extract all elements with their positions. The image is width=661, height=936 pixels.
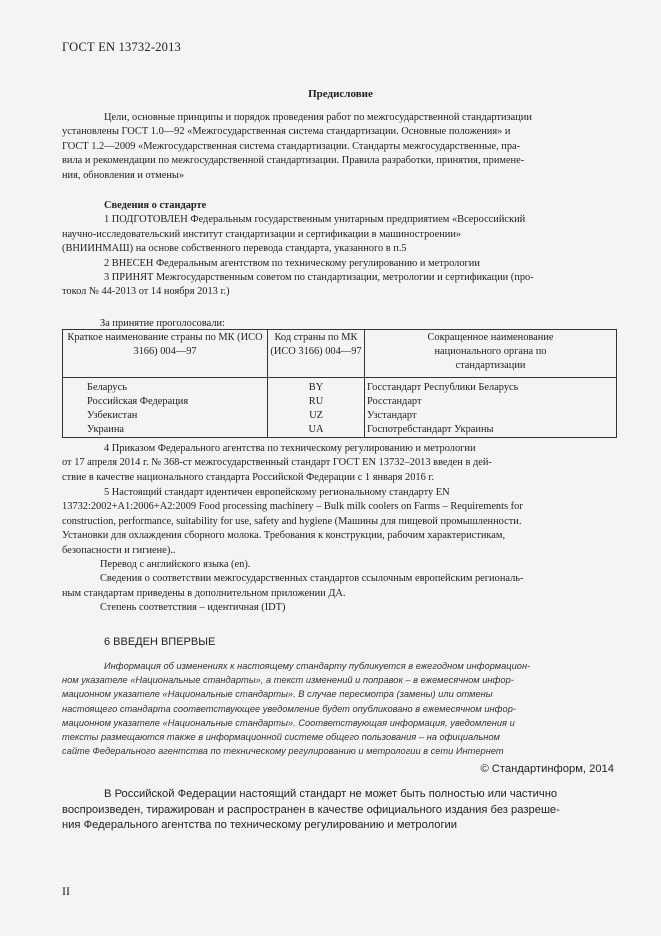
info-line: мационном указателе «Национальные стандарты». Соответствующая информация, уведомления и [62,717,515,728]
code-cell: BY [268,377,365,395]
intro-paragraph [62,111,614,183]
document-code: ГОСТ EN 13732-2013 [62,40,181,54]
table-row [63,409,617,423]
references-note: Сведения о соответствии межгосударственных стандартов ссылочным европейским региональ- [100,573,524,585]
item-4-line: ствие в качестве национального стандарта Российской Федерации с 1 января 2016 г. [62,471,435,483]
code-cell: UA [268,423,365,438]
rf-notice-line: воспроизведен, тиражирован и распространен в качестве официального издания без разреше- [62,803,560,816]
rf-notice [62,787,617,834]
about-item-3: 3 ПРИНЯТ Межгосударственным советом по стандартизации, метрологии и сертификации (про- [104,272,534,284]
column-header-body: Сокращенное наименование национального органа по стандартизации [365,330,617,378]
code-cell: RU [268,395,365,409]
rf-notice-line: ния Федерального агентства по техническому регулированию и метрологии [62,819,458,831]
vote-table-header [63,330,617,378]
country-cell: Беларусь [63,377,268,395]
about-section [62,199,614,300]
page-title: Предисловие [308,88,373,100]
column-header-country: Краткое наименование страны по МК (ИСО 3166) 004—97 [63,330,268,378]
references-note: ным стандартам приведены в дополнительном приложении ДА. [62,587,346,599]
copyright: © Стандартинформ, 2014 [480,763,614,775]
info-line: сайте Федерального агентства по техническому регулированию и метрологии в сети Интернет [62,746,504,757]
about-item-3: токол № 44-2013 от 14 ноября 2013 г.) [62,286,230,298]
table-row [63,395,617,409]
translation-note: Перевод с английского языка (en). [100,559,251,571]
item-6-heading: 6 ВВЕДЕН ВПЕРВЫЕ [104,636,216,648]
item-5-line: Установки для охлаждения сборного молока. Требования к конструкции, рабочим характеристикам, [62,530,506,542]
country-cell: Украина [63,423,268,438]
intro-line: установлены ГОСТ 1.0—92 «Межгосударственная система стандартизации. Основные положения» и [62,126,511,138]
body-cell: Госпотребстандарт Украины [365,423,617,438]
intro-line: ГОСТ 1.2—2009 «Межгосударственная система стандартизации. Стандарты межгосударственные, пра- [62,140,521,152]
item-5-line: безопасности и гигиене).. [62,544,176,556]
item-4-line: 4 Приказом Федерального агентства по техническому регулированию и метрологии [104,443,476,454]
info-line: мационном указателе «Национальные стандарты». В случае пересмотра (замены) или отмены [62,689,493,700]
about-item-2: 2 ВНЕСЕН Федеральным агентством по техническому регулированию и метрологии [104,257,480,269]
item-5-line: 13732:2002+A1:2006+A2:2009 Food processing machinery – Bulk milk coolers on Farms – Requirements for [62,501,523,513]
country-cell: Российская Федерация [63,395,268,409]
about-item-1: (ВНИИНМАШ) на основе собственного перевода стандарта, указанного в п.5 [62,243,407,255]
intro-line: Цели, основные принципы и порядок проведения работ по межгосударственной стандартизации [104,112,532,123]
body-cell: Росстандарт [365,395,617,409]
item-5-line: construction, performance, suitability for use, safety and hygiene (Машины для пищевой промышленности. [62,515,522,527]
page-number: II [62,884,70,898]
about-item-1: 1 ПОДГОТОВЛЕН Федеральным государственным унитарным предприятием «Всероссийский [104,214,526,226]
vote-table [62,329,617,438]
item-5-paragraph [62,486,614,616]
item-4-line: от 17 апреля 2014 г. № 368-ст межгосударственный стандарт ГОСТ EN 13732–2013 введен в дей- [62,457,492,469]
item-4-paragraph [62,442,614,485]
country-cell: Узбекистан [63,409,268,423]
body-cell: Узстандарт [365,409,617,423]
vote-caption: За принятие проголосовали: [100,318,225,329]
info-line: тексты размещаются также в информационной системе общего пользования – на официальном [62,732,500,743]
about-heading: Сведения о стандарте [104,200,207,211]
intro-line: вила и рекомендации по межгосударственной стандартизации. Правила разработки, принятия, примене- [62,155,525,167]
item-5-line: 5 Настоящий стандарт идентичен европейскому региональному стандарту EN [104,487,450,498]
info-line: Информация об изменениях к настоящему стандарту публикуется в ежегодном информацион- [104,661,531,671]
body-cell: Госстандарт Республики Беларусь [365,377,617,395]
table-row [63,377,617,395]
degree-note: Степень соответствия – идентичная (IDT) [100,602,286,614]
about-item-1: научно-исследовательский институт стандартизации и сертификации в машиностроении» [62,228,462,240]
column-header-code: Код страны по МК (ИСО 3166) 004—97 [268,330,365,378]
info-line: настоящего стандарта соответствующее уведомление будет опубликовано в ежемесячном инфор- [62,703,516,714]
table-row [63,423,617,438]
rf-notice-line: В Российской Федерации настоящий стандарт не может быть полностью или частично [104,788,558,800]
code-cell: UZ [268,409,365,423]
intro-line: ния, обновления и отмены» [62,169,185,181]
info-paragraph [62,659,617,758]
info-line: ном указателе «Национальные стандарты», а текст изменений и поправок – в ежемесячном инфор- [62,675,514,686]
